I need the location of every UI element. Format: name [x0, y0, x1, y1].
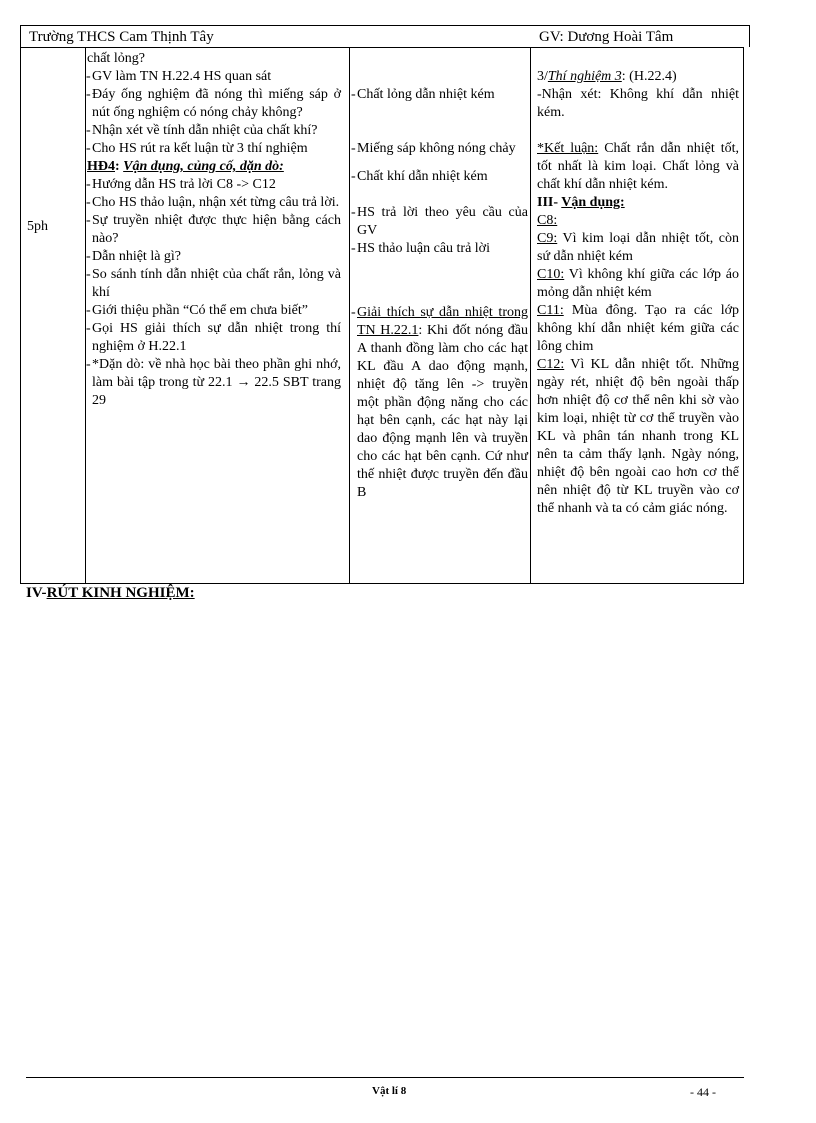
- experience-prefix: IV-: [26, 585, 47, 601]
- footer-subject: Vật lí 8: [372, 1085, 407, 1097]
- activity-4-separator: :: [115, 159, 124, 174]
- experience-title: RÚT KINH NGHIỆM:: [46, 585, 195, 601]
- answer-c9: [537, 230, 739, 266]
- c8-label: C8:: [537, 213, 558, 228]
- section-3-number: III-: [537, 195, 562, 210]
- student-line: - Chất khí dẫn nhiệt kém: [352, 168, 528, 186]
- answer-c11: [537, 302, 739, 356]
- section-3-heading: [537, 194, 739, 212]
- student-line: - Miếng sáp không nóng chảy: [352, 140, 528, 158]
- teacher-line: chất lỏng?: [87, 51, 145, 66]
- school-name: Trường THCS Cam Thịnh Tây: [29, 29, 214, 45]
- c11-label: C11:: [537, 303, 564, 318]
- teacher-line: - Cho HS thảo luận, nhận xét từng câu trả lời.: [87, 194, 341, 212]
- student-line: - HS trả lời theo yêu cầu của GV: [352, 204, 528, 240]
- spacer: [352, 50, 528, 86]
- student-explanation: [352, 304, 528, 502]
- page-header: [20, 25, 750, 47]
- activity-4-title: Vận dụng, củng cố, dặn dò:: [123, 159, 284, 174]
- explanation-text: : Khi đốt nóng đầu A thanh đồng làm cho các hạt KL đầu A dao động mạnh, nhiệt độ tăng lên -> truyền một phần động năng cho các hạt bên cạnh, các hạt này lại dao động mạnh lên và truyền cho các hạt bên cạnh. Cứ như thế nhiệt được truyền đến đầu B: [357, 323, 528, 500]
- teacher-line: - Đáy ống nghiệm đã nóng thì miếng sáp ở nút ống nghiệm có nóng chảy không?: [87, 86, 341, 122]
- teacher-line: - GV làm TN H.22.4 HS quan sát: [87, 68, 341, 86]
- teacher-line: - *Dặn dò: về nhà học bài theo phần ghi nhớ, làm bài tập trong từ 22.1 → 22.5 SBT trang 29: [87, 356, 341, 410]
- section-3-title: Vận dụng:: [561, 195, 625, 210]
- experiment-3-number: 3/: [537, 69, 548, 84]
- teacher-line: - So sánh tính dẫn nhiệt của chất rắn, lỏng và khí: [87, 266, 341, 302]
- experiment-3-heading: [537, 68, 739, 86]
- column-divider-3: [530, 48, 531, 583]
- answer-c12: [537, 356, 739, 518]
- spacer: [352, 158, 528, 168]
- conclusion: [537, 140, 739, 194]
- c9-label: C9:: [537, 231, 558, 246]
- c11-text: Mùa đông. Tạo ra các lớp không khí dẫn nhiệt kém giữa các lông chim: [537, 303, 739, 354]
- experiment-3-note: -Nhận xét: Không khí dẫn nhiệt kém.: [537, 87, 739, 120]
- footer-divider: [26, 1077, 744, 1078]
- experience-heading: [26, 585, 195, 602]
- lesson-content-cell: [537, 50, 739, 518]
- footer-page-number: - 44 -: [690, 1085, 716, 1099]
- activity-4-heading: [87, 158, 341, 176]
- spacer: [537, 122, 739, 140]
- answer-c8: [537, 212, 739, 230]
- explanation-heading: Giải thích sự dẫn nhiệt trong TN H.22.1: [357, 305, 528, 338]
- teacher-name: GV: Dương Hoài Tâm: [539, 29, 674, 45]
- teacher-activity-cell: [87, 50, 341, 410]
- column-divider-2: [349, 48, 350, 583]
- c10-label: C10:: [537, 267, 565, 282]
- conclusion-label: *Kết luận:: [537, 141, 599, 156]
- answer-c10: [537, 266, 739, 302]
- spacer: [352, 258, 528, 304]
- teacher-line: - Nhận xét về tính dẫn nhiệt của chất khí?: [87, 122, 341, 140]
- experiment-3-title: Thí nghiệm 3: [547, 69, 622, 84]
- spacer: [537, 50, 739, 68]
- teacher-line: - Giới thiệu phần “Có thể em chưa biết”: [87, 302, 341, 320]
- student-line: - Chất lỏng dẫn nhiệt kém: [352, 86, 528, 104]
- teacher-line: - Dẫn nhiệt là gì?: [87, 248, 341, 266]
- c12-label: C12:: [537, 357, 565, 372]
- teacher-line: - Cho HS rút ra kết luận từ 3 thí nghiệm: [87, 140, 341, 158]
- teacher-line: - Hướng dẫn HS trả lời C8 -> C12: [87, 176, 341, 194]
- spacer: [352, 186, 528, 204]
- time-cell: 5ph: [27, 219, 48, 234]
- c10-text: Vì không khí giữa các lớp áo mỏng dẫn nhiệt kém: [537, 267, 739, 300]
- c9-text: Vì kim loại dẫn nhiệt tốt, còn sứ dẫn nhiệt kém: [537, 231, 739, 264]
- student-activity-cell: [352, 50, 528, 502]
- lesson-table: [20, 47, 744, 584]
- teacher-line: - Sự truyền nhiệt được thực hiện bằng cách nào?: [87, 212, 341, 248]
- teacher-line: - Gọi HS giải thích sự dẫn nhiệt trong thí nghiệm ở H.22.1: [87, 320, 341, 356]
- spacer: [352, 104, 528, 140]
- experiment-3-figure: : (H.22.4): [621, 69, 677, 84]
- activity-4-label: HĐ4: [87, 159, 115, 174]
- c12-text: Vì KL dẫn nhiệt tốt. Những ngày rét, nhiệt độ bên ngoài thấp hơn nhiệt độ cơ thể nên khi sờ vào kim loại, nhiệt từ cơ thể truyền vào KL và phân tán nhanh trong KL nên ta cảm thấy lạnh. Ngày nóng, nhiệt độ bên ngoài cao hơn cơ thể nên nhiệt độ từ KL truyền vào cơ thể nhanh và ta có cảm giác nóng.: [537, 357, 739, 516]
- conclusion-text: Chất rắn dẫn nhiệt tốt, tốt nhất là kim loại. Chất lỏng và chất khí dẫn nhiệt kém.: [537, 141, 739, 192]
- student-line: - HS thảo luận câu trả lời: [352, 240, 528, 258]
